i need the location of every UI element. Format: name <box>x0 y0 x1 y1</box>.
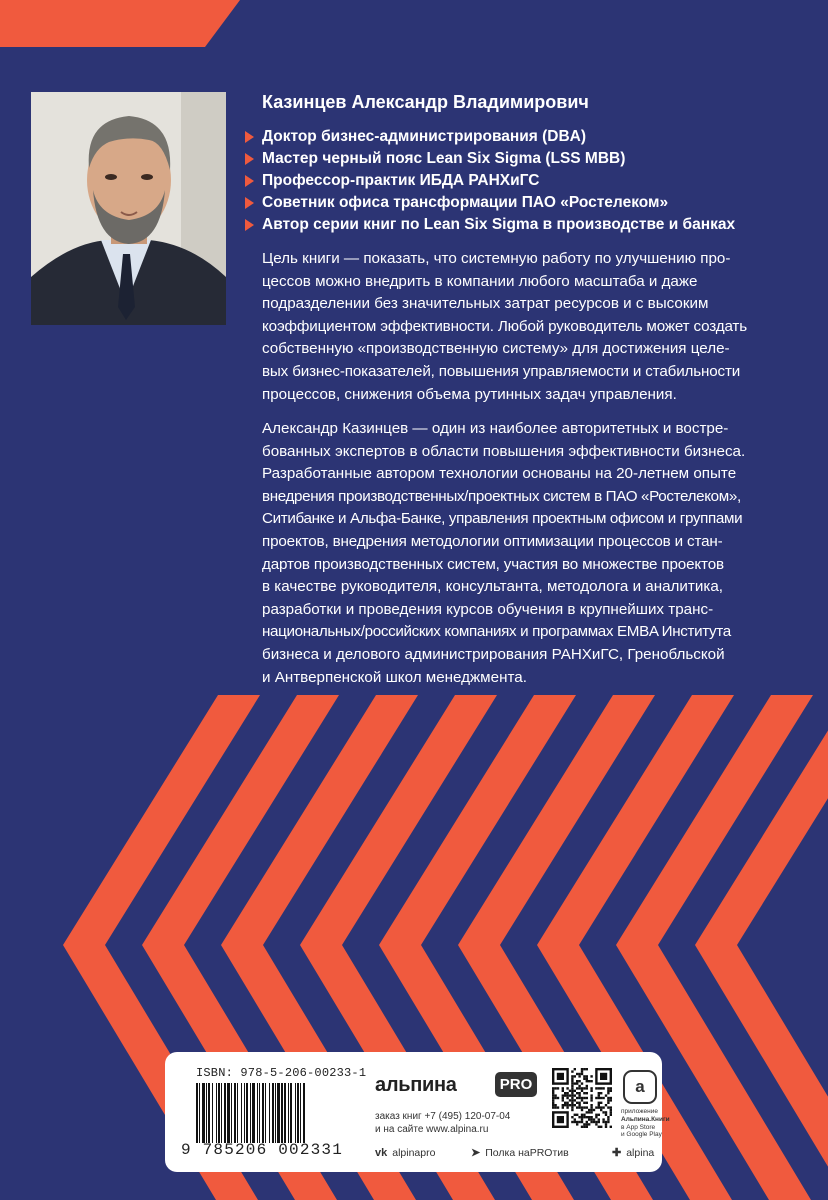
isbn-text: ISBN: 978-5-206-00233-1 <box>196 1066 367 1080</box>
publisher-pro-badge: PRO <box>495 1072 537 1097</box>
triangle-bullet-icon <box>245 131 254 143</box>
social-alpina: ✚ alpina <box>612 1147 655 1160</box>
publisher-logo: альпина <box>375 1074 457 1096</box>
vk-icon: vk <box>375 1147 388 1160</box>
social-telegram: ➤ Полка наPROтив <box>471 1147 569 1160</box>
order-phone: заказ книг +7 (495) 120-07-04 <box>375 1111 511 1122</box>
credential-item: Доктор бизнес-администрирования (DBA) <box>244 126 735 148</box>
credential-item: Автор серии книг по Lean Six Sigma в производстве и банках <box>244 214 735 236</box>
app-store-note: приложение Альпина.Книги в App Store и Google Play <box>621 1108 670 1139</box>
barcode-digits: 9 785206 002331 <box>181 1141 344 1159</box>
triangle-bullet-icon <box>245 219 254 231</box>
order-website: и на сайте www.alpina.ru <box>375 1124 489 1135</box>
barcode <box>196 1083 354 1143</box>
author-credentials <box>244 126 735 236</box>
book-goal-paragraph: Цель книги — показать, что системную работу по улучшению про- цессов можно внедрить в компании любого масштаба и даже подразделении без значительных затрат ресурсов и с высоким коэффициентом эффективности. Любой руководитель может создать собственную «производственную систему» для достижения целе- вых бизнес-показателей, повышения управляемости и стабильности процессов, снижения объема рутинных задач управления. <box>262 250 747 403</box>
social-vk: vk alpinapro <box>375 1147 436 1160</box>
alpina-app-icon: a <box>623 1070 657 1104</box>
alpina-icon: ✚ <box>612 1147 622 1160</box>
author-bio-paragraph: Александр Казинцев — один из наиболее авторитетных и востре- бованных экспертов в области повышения эффективности бизнеса. Разработанные автором технологии основаны на 20-летнем опыте внедрения производственных/проектных систем в ПАО «Ростелеком», Ситибанке и Альфа-Банке, управления проектным офисом и группами проектов, внедрения методологии оптимизации процессов и стан- дартов производственных систем, участия во множестве проектов в качестве руководителя, консультанта, методолога и аналитика, разработки и проведения курсов обучения в крупнейших транс- национальных/российских компаниях и программах EMBA Института бизнеса и делового администрирования РАНХиГС, Гренобльской и Антверпенской школ менеджмента. <box>262 420 746 686</box>
triangle-bullet-icon <box>245 153 254 165</box>
telegram-icon: ➤ <box>471 1147 481 1160</box>
credential-item: Советник офиса трансформации ПАО «Ростелеком» <box>244 192 735 214</box>
triangle-bullet-icon <box>245 197 254 209</box>
triangle-bullet-icon <box>245 175 254 187</box>
isbn-sticker <box>165 1052 670 1172</box>
credential-item: Профессор-практик ИБДА РАНХиГС <box>244 170 735 192</box>
credential-item: Мастер черный пояс Lean Six Sigma (LSS MBB) <box>244 148 735 170</box>
qr-code <box>552 1068 612 1128</box>
author-photo <box>31 92 226 325</box>
author-name: Казинцев Александр Владимирович <box>262 92 589 112</box>
